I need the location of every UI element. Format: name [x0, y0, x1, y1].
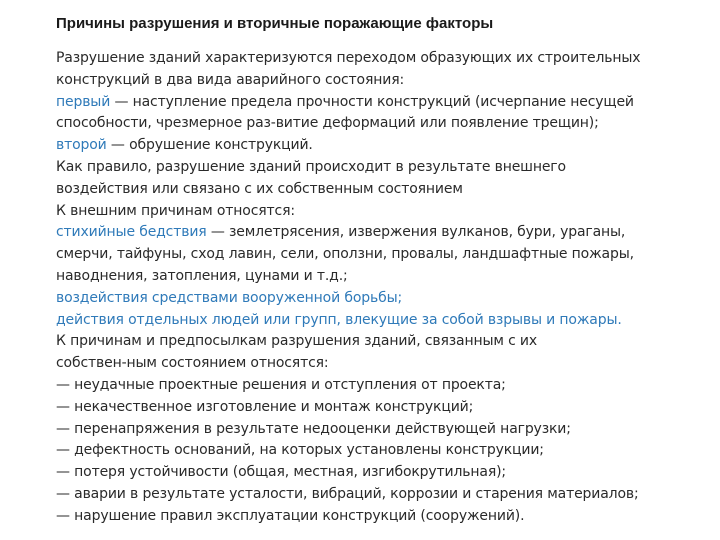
line-text: — землетрясения, извержения вулканов, бури, ураганы, [206, 224, 626, 241]
slide-body [56, 48, 706, 528]
highlighted-text: стихийные бедствия [56, 224, 207, 241]
text-line [56, 310, 706, 332]
text-line [56, 92, 706, 114]
text-line [56, 331, 706, 353]
line-text: — перенапряжения в результате недооценки действующей нагрузки; [56, 420, 571, 437]
text-line [56, 266, 706, 288]
text-line [56, 397, 706, 419]
line-text: К причинам и предпосылкам разрушения зданий, связанным с их [56, 333, 538, 350]
slide-title: Причины разрушения и вторичные поражающие факторы [56, 15, 494, 32]
slide [56, 14, 706, 528]
line-text: — наступление предела прочности конструкций (исчерпание несущей [110, 93, 634, 110]
text-line [56, 484, 706, 506]
text-line [56, 244, 706, 266]
line-text: К внешним причинам относятся: [56, 202, 295, 219]
line-text: — потеря устойчивости (общая, местная, изгибокрутильная); [56, 464, 506, 481]
line-text: — дефектность оснований, на которых установлены конструкции; [56, 442, 544, 459]
text-line [56, 157, 706, 179]
line-text: конструкций в два вида аварийного состояния: [56, 71, 405, 88]
text-line [56, 179, 706, 201]
text-line [56, 201, 706, 223]
line-text: воздействия или связано с их собственным состоянием [56, 180, 463, 197]
line-text: Разрушение зданий характеризуются переходом образующих их строительных [56, 50, 641, 66]
highlighted-text: первый [56, 93, 111, 110]
text-line [56, 113, 706, 135]
text-line [56, 375, 706, 397]
line-text: собствен-ным состоянием относятся: [56, 355, 329, 372]
text-line [56, 288, 706, 310]
line-text: Как правило, разрушение зданий происходит в результате внешнего [56, 158, 566, 175]
text-line [56, 419, 706, 441]
text-line [56, 70, 706, 92]
highlighted-text: действия отдельных людей или групп, влекущие за собой взрывы и пожары. [56, 311, 622, 328]
highlighted-text: второй [56, 137, 107, 154]
line-text: — нарушение правил эксплуатации конструкций (сооружений). [56, 507, 525, 524]
line-text: — обрушение конструкций. [106, 137, 313, 154]
text-line [56, 440, 706, 462]
line-text: наводнения, затопления, цунами и т.д.; [56, 267, 348, 284]
text-line [56, 222, 706, 244]
line-text: смерчи, тайфуны, сход лавин, сели, оползни, провалы, ландшафтные пожары, [56, 246, 634, 263]
text-line [56, 353, 706, 375]
highlighted-text: воздействия средствами вооруженной борьбы; [56, 289, 403, 306]
line-text: — неудачные проектные решения и отступления от проекта; [56, 376, 506, 393]
text-line [56, 135, 706, 157]
text-line [56, 506, 706, 528]
line-text: — некачественное изготовление и монтаж конструкций; [56, 398, 474, 415]
text-line [56, 48, 706, 70]
line-text: способности, чрезмерное раз-витие деформаций или появление трещин); [56, 115, 599, 132]
line-text: — аварии в результате усталости, вибраций, коррозии и старения материалов; [56, 485, 639, 502]
text-line [56, 462, 706, 484]
